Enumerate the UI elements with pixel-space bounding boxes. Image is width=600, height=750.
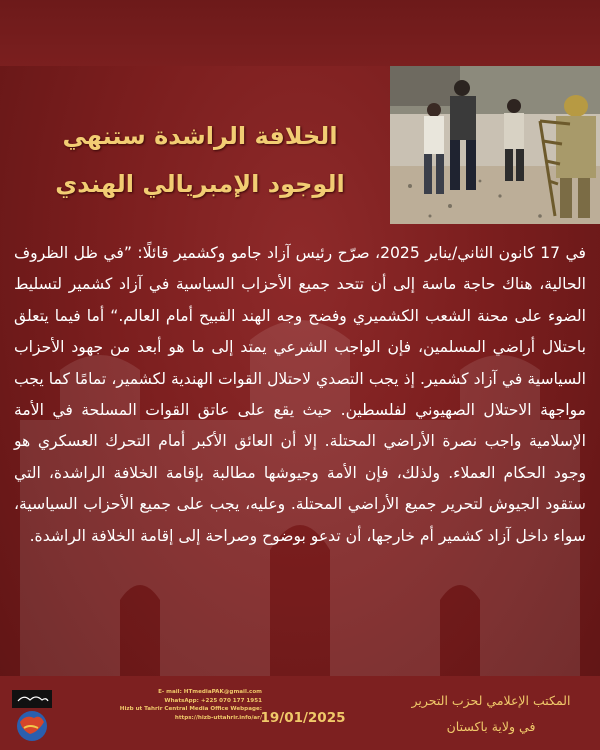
contact-info — [62, 688, 262, 722]
organization-logo-icon — [6, 688, 58, 744]
contact-whatsapp: WhatsApp: +225 070 177 1951 — [164, 697, 262, 704]
headline-line-1: الخلافة الراشدة ستنهي — [62, 122, 338, 150]
top-band — [0, 0, 600, 66]
media-office-line-1: المكتب الإعلامي لحزب التحرير — [411, 693, 571, 708]
publication-date: 19/01/2025 — [260, 710, 346, 726]
media-office-line-2: في ولاية باكستان — [446, 719, 536, 734]
contact-webpage-url: https://hizb-uttahrir.info/ar/ — [174, 714, 262, 721]
contact-webpage-label: Hizb ut Tahrir Central Media Office Webpage: — [119, 706, 262, 713]
headline — [20, 112, 380, 208]
headline-line-2: الوجود الإمبريالي الهندي — [55, 170, 345, 198]
news-photo — [390, 66, 600, 224]
media-office-label — [396, 688, 586, 740]
contact-email: E- mail: HTmediaPAK@gmail.com — [158, 689, 262, 695]
article-body: في 17 كانون الثاني/يناير 2025، صرّح رئيس آزاد جامو وكشمير قائلًا: ”في ظل الظروف الحالية، هناك حاجة ماسة إلى أن تتحد جميع الأحزاب السياسية في آزاد كشمير لتسليط الضوء على محنة الشعب الكشميري وفضح وجه الهند القبيح أمام العالم.“ أما فيما يتعلق باحتلال أراضي المسلمين، فإن الواجب الشرعي يمتد إلى ما هو أبعد من جهود الأحزاب السياسية في آزاد كشمير. إذ يجب التصدي لاحتلال القوات الهندية لكشمير، تمامًا كما يجب مواجهة الاحتلال الصهيوني لفلسطين. حيث يقع على عاتق القوات المسلحة في الأمة الإسلامية واجب نصرة الأراضي المحتلة. إلا أن العائق الأكبر أمام التحرك العسكري هو وجود الحكام العملاء. ولذلك، فإن الأمة وجيوشها مطالبة بإقامة الخلافة الراشدة، التي ستقود الجيوش لتحرير جميع الأراضي المحتلة. وعليه، يجب على جميع الأحزاب السياسية، سواء داخل آزاد كشمير أم خارجها، أن تدعو بوضوح وصراحة إلى إقامة الخلافة الراشدة. — [14, 244, 586, 545]
